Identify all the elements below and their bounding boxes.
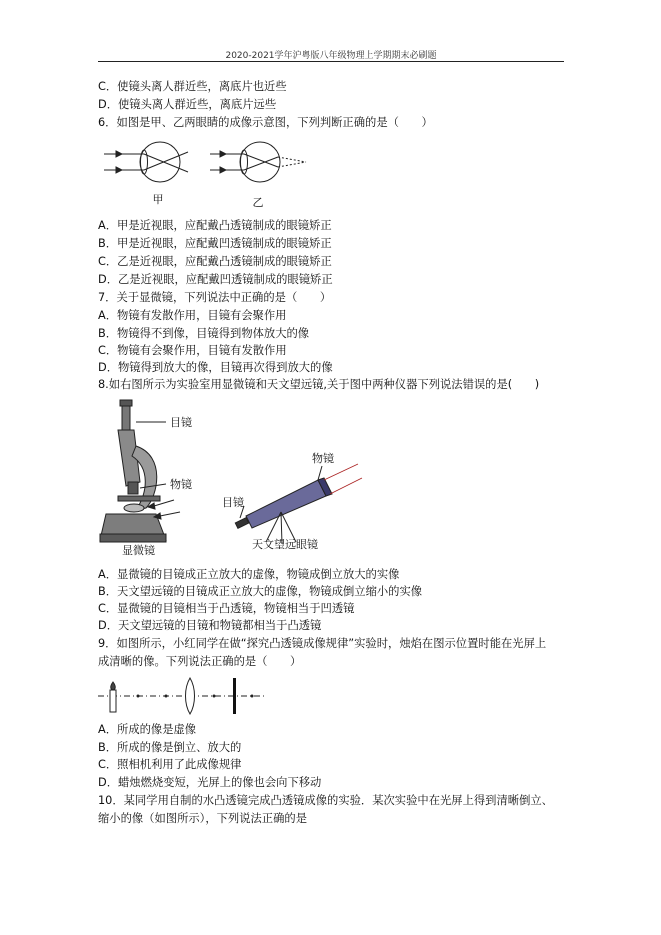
page-header: 2020-2021学年沪粤版八年级物理上学期期末必刷题: [225, 51, 437, 61]
q8-option-b: B．天文望远镜的目镜成正立放大的虚像，物镜成倒立缩小的实像: [98, 585, 423, 598]
telescope-objective-label: 物镜: [312, 452, 334, 465]
q7-stem: 7．关于显微镜，下列说法中正确的是（ ）: [98, 291, 332, 304]
q5-option-c: C．使镜头离人群近些，离底片也近些: [98, 80, 287, 93]
q8-stem: 8.如右图所示为实验室用显微镜和天文望远镜,关于图中两种仪器下列说法错误的是( ): [98, 378, 540, 391]
eye-label-jia: 甲: [152, 193, 164, 206]
q6-option-c: C．乙是近视眼，应配戴凸透镜制成的眼镜矫正: [98, 255, 332, 268]
q5-option-d: D．使镜头离人群近些，离底片远些: [98, 98, 277, 111]
microscope-caption: 显微镜: [122, 544, 155, 557]
candle: [110, 682, 116, 712]
optical-bench-figure: [98, 676, 268, 716]
q6-option-a: A．甲是近视眼，应配戴凸透镜制成的眼镜矫正: [98, 219, 332, 232]
q9-option-c: C．照相机利用了此成像规律: [98, 758, 242, 771]
eye-label-yi: 乙: [252, 196, 264, 209]
microscope-drawing: [100, 400, 180, 542]
telescope-drawing: [235, 464, 362, 544]
q9-option-d: D．蜡烛燃烧变短，光屏上的像也会向下移动: [98, 776, 322, 789]
light-screen: [233, 678, 236, 714]
eye-yi: [210, 142, 306, 182]
header-rule: [98, 61, 564, 62]
q8-option-d: D．天文望远镜的目镜和物镜都相当于凸透镜: [98, 619, 322, 632]
telescope-caption: 天文望远眼镜: [252, 538, 318, 551]
eye-diagram-figure: [100, 136, 320, 212]
q7-option-b: B．物镜得不到像，目镜得到物体放大的像: [98, 327, 310, 340]
q9-stem-line1: 9．如图所示，小红同学在做“探究凸透镜成像规律”实验时，烛焰在图示位置时能在光屏上: [98, 637, 547, 650]
eye-jia: [104, 142, 188, 182]
q10-stem-line1: 10．某同学用自制的水凸透镜完成凸透镜成像的实验．某次实验中在光屏上得到清晰倒立、: [98, 794, 553, 807]
convex-lens: [186, 678, 195, 714]
q9-option-b: B．所成的像是倒立、放大的: [98, 741, 242, 754]
microscope-eyepiece-label: 目镜: [170, 416, 192, 429]
q7-option-d: D．物镜得到放大的像，目镜再次得到放大的像: [98, 361, 333, 374]
q7-option-a: A．物镜有发散作用，目镜有会聚作用: [98, 309, 287, 322]
q10-stem-line2: 缩小的像（如图所示），下列说法正确的是: [98, 812, 307, 825]
q8-option-a: A．显微镜的目镜成正立放大的虚像，物镜成倒立放大的实像: [98, 568, 400, 581]
q6-option-d: D．乙是近视眼，应配戴凹透镜制成的眼镜矫正: [98, 273, 333, 286]
q7-option-c: C．物镜有会聚作用，目镜有发散作用: [98, 344, 287, 357]
q9-option-a: A．所成的像是虚像: [98, 723, 197, 736]
q9-stem-line2: 成清晰的像。下列说法正确的是（ ）: [98, 655, 302, 668]
q6-option-b: B．甲是近视眼，应配戴凹透镜制成的眼镜矫正: [98, 237, 332, 250]
microscope-objective-label: 物镜: [170, 478, 192, 491]
telescope-eyepiece-label: 目镜: [222, 496, 244, 509]
q8-option-c: C．显微镜的目镜相当于凸透镜，物镜相当于凹透镜: [98, 602, 355, 615]
microscope-telescope-figure: [96, 396, 376, 562]
q6-stem: 6．如图是甲、乙两眼睛的成像示意图，下列判断正确的是（ ）: [98, 116, 433, 129]
